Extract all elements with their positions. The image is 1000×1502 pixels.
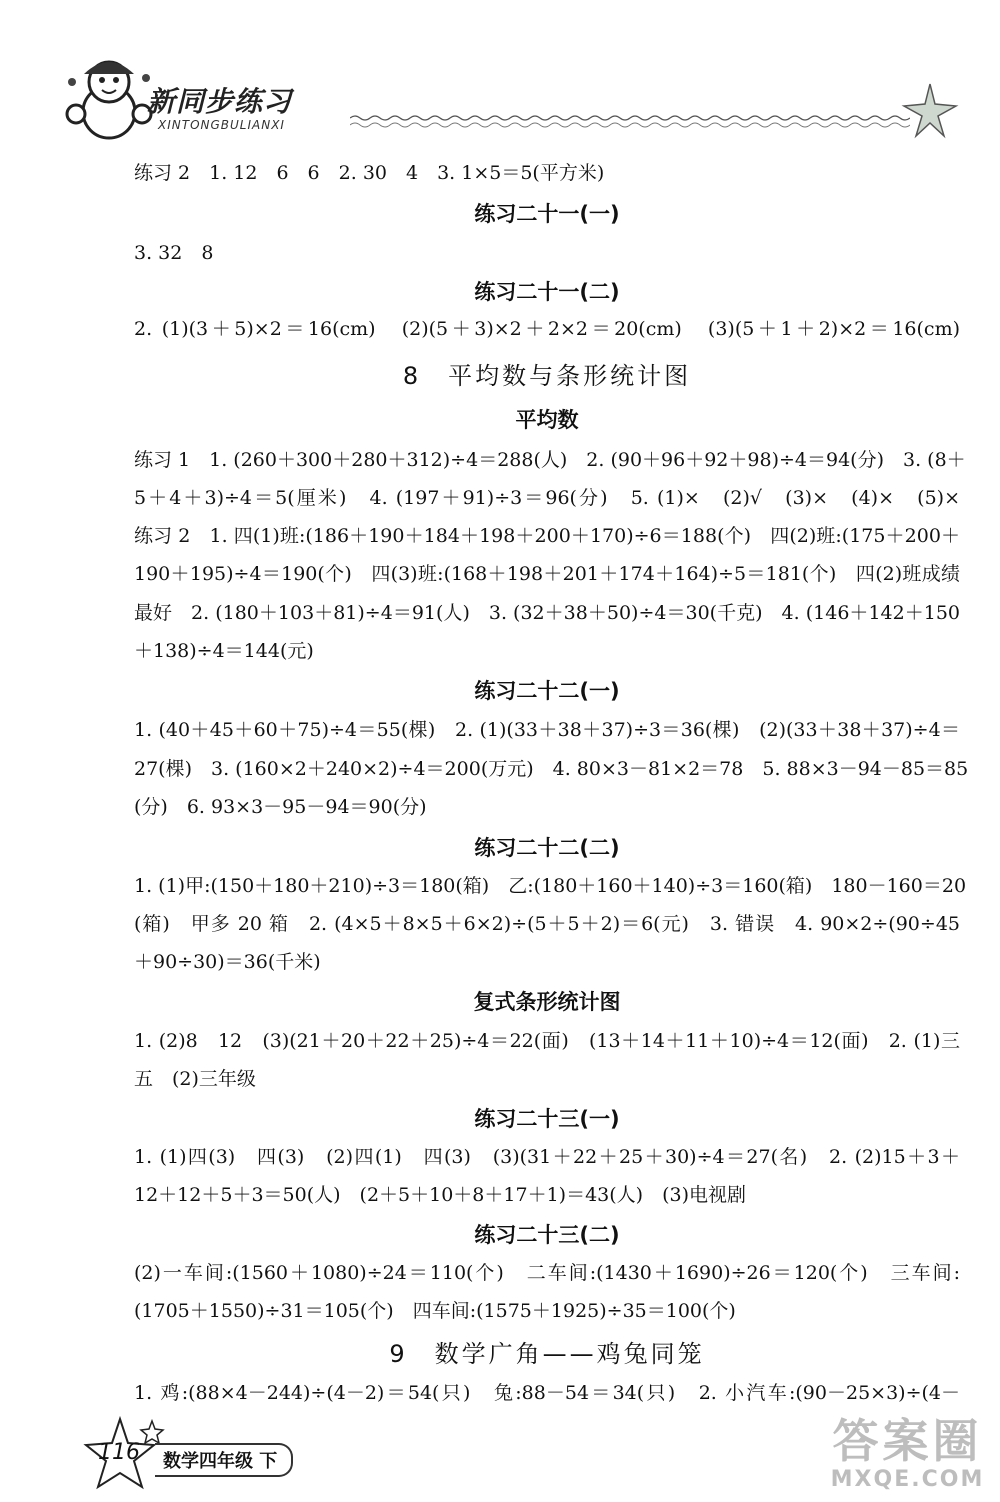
section-heading: 练习二十一(一) bbox=[474, 202, 620, 226]
section-heading: 平均数 bbox=[515, 408, 579, 432]
answer-line: 190＋195)÷4＝190(个) 四(3)班:(168＋198＋201＋174＋164)÷5＝181(个) 四(2)班成绩 bbox=[134, 563, 960, 585]
answer-line: 1. (2)8 12 (3)(21＋20＋22＋25)÷4＝22(面) (13＋14＋11＋10)÷4＝12(面) 2. (1)三 bbox=[134, 1030, 960, 1052]
answer-line: ＋90÷30)＝36(千米) bbox=[134, 951, 321, 973]
answer-line: 练习 2 1. 四(1)班:(186＋190＋184＋198＋200＋170)÷6＝188(个) 四(2)班:(175＋200＋ bbox=[134, 525, 960, 547]
answer-line: 5＋4＋3)÷4＝5(厘米) 4. (197＋91)÷3＝96(分) 5. (1)× (2)√ (3)× (4)× (5)× bbox=[134, 487, 960, 509]
answer-line: 练习 2 1. 12 6 6 2. 30 4 3. 1×5＝5(平方米) bbox=[134, 162, 605, 184]
answer-line: (箱) 甲多 20 箱 2. (4×5＋8×5＋6×2)÷(5＋5＋2)＝6(元) 3. 错误 4. 90×2÷(90÷45 bbox=[134, 913, 960, 935]
answer-line: (2)一车间:(1560＋1080)÷24＝110(个) 二车间:(1430＋1690)÷26＝120(个) 三车间: bbox=[134, 1262, 960, 1284]
answer-line: (分) 6. 93×3－95－94＝90(分) bbox=[134, 796, 427, 818]
answer-line: 1. (40＋45＋60＋75)÷4＝55(棵) 2. (1)(33＋38＋37)÷3＝36(棵) (2)(33＋38＋37)÷4＝ bbox=[134, 719, 960, 741]
chapter-title: 9 数学广角——鸡兔同笼 bbox=[389, 1340, 705, 1368]
chapter-title: 8 平均数与条形统计图 bbox=[402, 362, 692, 390]
answer-line: 练习 1 1. (260＋300＋280＋312)÷4＝288(人) 2. (90＋96＋92＋98)÷4＝94(分) 3. (8＋ bbox=[134, 449, 966, 471]
section-heading: 练习二十二(二) bbox=[474, 836, 620, 860]
section-heading: 练习二十一(二) bbox=[474, 280, 620, 304]
brand-subtitle: XINTONGBULIANXI bbox=[158, 118, 285, 132]
section-heading: 练习二十二(一) bbox=[474, 679, 620, 703]
section-heading: 练习二十三(二) bbox=[474, 1223, 620, 1247]
section-heading: 复式条形统计图 bbox=[473, 990, 621, 1014]
answer-line: 1. (1)甲:(150＋180＋210)÷3＝180(箱) 乙:(180＋160＋140)÷3＝160(箱) 180－160＝20 bbox=[134, 875, 967, 897]
answer-line: 五 (2)三年级 bbox=[134, 1068, 256, 1090]
watermark-url: MXQE.COM bbox=[830, 1467, 985, 1492]
answer-line: (1705＋1550)÷31＝105(个) 四车间:(1575＋1925)÷35＝100(个) bbox=[134, 1300, 736, 1322]
answer-line: 3. 32 8 bbox=[134, 242, 214, 264]
section-heading: 练习二十三(一) bbox=[474, 1107, 620, 1131]
answer-line: 最好 2. (180＋103＋81)÷4＝91(人) 3. (32＋38＋50)÷4＝30(千克) 4. (146＋142＋150 bbox=[134, 602, 960, 624]
answer-line: ＋138)÷4＝144(元) bbox=[134, 640, 314, 662]
book-label: 数学四年级 下 bbox=[155, 1443, 293, 1477]
answer-line: 12＋12＋5＋3＝50(人) (2＋5＋10＋8＋17＋1)＝43(人) (3)电视剧 bbox=[134, 1184, 746, 1206]
wavy-divider bbox=[350, 112, 910, 132]
sparkle-star-icon bbox=[900, 80, 960, 140]
site-watermark bbox=[820, 1415, 995, 1500]
answer-line: 1. 鸡:(88×4－244)÷(4－2)＝54(只) 兔:88－54＝34(只) 2. 小汽车:(90－25×3)÷(4－ bbox=[134, 1382, 960, 1404]
brand-title: 新同步练习 bbox=[147, 85, 293, 118]
answer-line: 27(棵) 3. (160×2＋240×2)÷4＝200(万元) 4. 80×3－81×2＝78 5. 88×3－94－85＝85 bbox=[134, 758, 969, 780]
answer-line: 2. (1)(3＋5)×2＝16(cm) (2)(5＋3)×2＋2×2＝20(cm) (3)(5＋1＋2)×2＝16(cm) bbox=[134, 318, 960, 340]
snowman-mascot-icon bbox=[62, 52, 157, 142]
watermark-title: 答案圈 bbox=[832, 1414, 983, 1468]
answer-line: 1. (1)四(3) 四(3) (2)四(1) 四(3) (3)(31＋22＋25＋30)÷4＝27(名) 2. (2)15＋3＋ bbox=[134, 1146, 960, 1168]
page-number: 116 bbox=[98, 1440, 140, 1465]
